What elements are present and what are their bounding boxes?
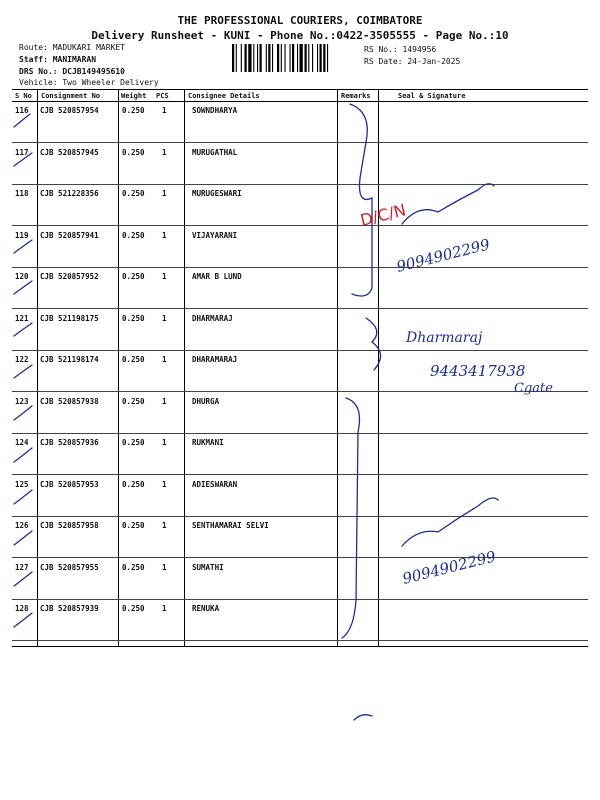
tick-mark: [14, 613, 32, 627]
remarks-bracket: [342, 398, 360, 638]
cell-weight: 0.250: [122, 479, 145, 489]
vehicle-text: Vehicle: Two Wheeler Delivery: [19, 78, 159, 87]
cell-consignee: DHURGA: [192, 396, 220, 406]
cell-consignment: CJB 520857945: [40, 147, 99, 157]
cell-sno: 124: [15, 438, 29, 447]
cell-weight: 0.250: [122, 355, 145, 364]
col-header-consignment: Consignment No: [41, 92, 101, 100]
cell-sno: 121: [15, 313, 29, 323]
cell-consignment: CJB 520857958: [40, 521, 99, 530]
tick-mark: [14, 448, 32, 462]
tick-mark: [14, 323, 32, 336]
cell-consignment: CJB 521228356: [40, 189, 99, 198]
cell-sno: 117: [15, 147, 29, 157]
cell-sno: 116: [15, 106, 29, 115]
cell-weight: 0.250: [122, 562, 145, 572]
company-title: THE PROFESSIONAL COURIERS, COIMBATORE: [177, 14, 423, 27]
cell-pcs: 1: [162, 189, 167, 198]
cell-pcs: 1: [162, 313, 167, 323]
cell-consignee: SENTHAMARAI SELVI: [192, 521, 269, 530]
cell-sno: 120: [15, 272, 29, 281]
cell-weight: 0.250: [122, 230, 145, 240]
route-text: Route: MADUKARI MARKET: [19, 43, 125, 52]
cell-pcs: 1: [162, 604, 167, 613]
tick-mark: [14, 153, 32, 166]
staff-text: Staff: MANIMARAN: [19, 55, 97, 64]
cell-sno: 122: [15, 355, 29, 364]
tick-mark: [14, 406, 32, 420]
cell-weight: 0.250: [122, 106, 145, 115]
cell-consignment: CJB 520857954: [40, 106, 99, 115]
cell-consignee: DHARAMARAJ: [192, 355, 238, 364]
cell-consignee: MURUGESWARI: [192, 189, 242, 198]
cell-consignee: SUMATHI: [192, 562, 224, 572]
col-header-sno: S No: [15, 92, 32, 100]
stamp-text: D/C/N: [358, 200, 408, 230]
cell-pcs: 1: [162, 147, 167, 157]
cell-weight: 0.250: [122, 396, 145, 406]
cell-sno: 118: [15, 189, 29, 198]
cell-pcs: 1: [162, 479, 167, 489]
cell-pcs: 1: [162, 562, 167, 572]
col-header-weight: Weight: [121, 92, 147, 100]
cell-consignee: RUKMANI: [192, 438, 224, 447]
cell-weight: 0.250: [122, 147, 145, 157]
pen-scratch: [354, 715, 372, 720]
cell-sno: 123: [15, 396, 29, 406]
cell-consignment: CJB 521198174: [40, 355, 99, 364]
cell-consignee: MURUGATHAL: [192, 147, 238, 157]
cell-sno: 126: [15, 521, 29, 530]
cell-consignee: DHARMARAJ: [192, 313, 233, 323]
cell-sno: 127: [15, 562, 29, 572]
cell-consignment: CJB 520857953: [40, 479, 99, 489]
cell-consignee: VIJAYARANI: [192, 230, 238, 240]
cell-consignment: CJB 520857936: [40, 438, 99, 447]
cell-consignment: CJB 520857939: [40, 604, 99, 613]
cell-consignee: SOWNDHARYA: [192, 106, 238, 115]
remarks-bracket: [350, 104, 372, 296]
cell-pcs: 1: [162, 230, 167, 240]
cell-weight: 0.250: [122, 438, 145, 447]
note-text: Cgate: [514, 381, 553, 396]
drs-number: DRS No.: DCJB149495610: [19, 67, 125, 76]
runsheet-title: Delivery Runsheet - KUNI - Phone No.:0422-3505555 - Page No.:10: [91, 29, 509, 42]
cell-consignee: AMAR B LUND: [192, 272, 242, 281]
col-header-consignee: Consignee Details: [188, 92, 260, 100]
cell-weight: 0.250: [122, 521, 145, 530]
col-header-pcs: PCS: [156, 92, 169, 100]
cell-sno: 125: [15, 479, 29, 489]
signature-scribble: [402, 498, 498, 546]
cell-sno: 128: [15, 604, 29, 613]
rs-number: RS No.: 1494956: [364, 45, 437, 54]
remarks-bracket: [366, 318, 381, 370]
cell-pcs: 1: [162, 355, 167, 364]
cell-sno: 119: [15, 230, 29, 240]
tick-mark: [14, 114, 30, 127]
phone-number-2: 9443417938: [430, 362, 526, 380]
tick-mark: [14, 240, 32, 253]
col-header-remarks: Remarks: [341, 92, 371, 100]
tick-mark: [14, 281, 32, 294]
cell-weight: 0.250: [122, 604, 145, 613]
cell-consignment: CJB 520857941: [40, 230, 99, 240]
rs-date: RS Date: 24-Jan-2025: [364, 57, 461, 66]
cell-consignee: ADIESWARAN: [192, 479, 238, 489]
cell-weight: 0.250: [122, 189, 145, 198]
cell-pcs: 1: [162, 438, 167, 447]
cell-weight: 0.250: [122, 313, 145, 323]
cell-consignment: CJB 520857955: [40, 562, 99, 572]
cell-consignment: CJB 520857938: [40, 396, 99, 406]
cell-pcs: 1: [162, 272, 167, 281]
phone-number-repeat: 9094902299: [400, 547, 498, 588]
cell-consignment: CJB 520857952: [40, 272, 99, 281]
cell-pcs: 1: [162, 106, 167, 115]
cell-pcs: 1: [162, 396, 167, 406]
col-header-seal: Seal & Signature: [398, 92, 466, 100]
signature-scribble: [402, 184, 494, 224]
cell-consignee: RENUKA: [192, 604, 220, 613]
cell-consignment: CJB 521198175: [40, 313, 99, 323]
tick-mark: [14, 572, 32, 586]
phone-number-1: 9094902299: [394, 235, 492, 276]
tick-mark: [14, 490, 32, 504]
signature-name: Dharmaraj: [406, 330, 483, 346]
cell-pcs: 1: [162, 521, 167, 530]
cell-weight: 0.250: [122, 272, 145, 281]
tick-mark: [14, 531, 32, 545]
tick-mark: [14, 365, 32, 378]
